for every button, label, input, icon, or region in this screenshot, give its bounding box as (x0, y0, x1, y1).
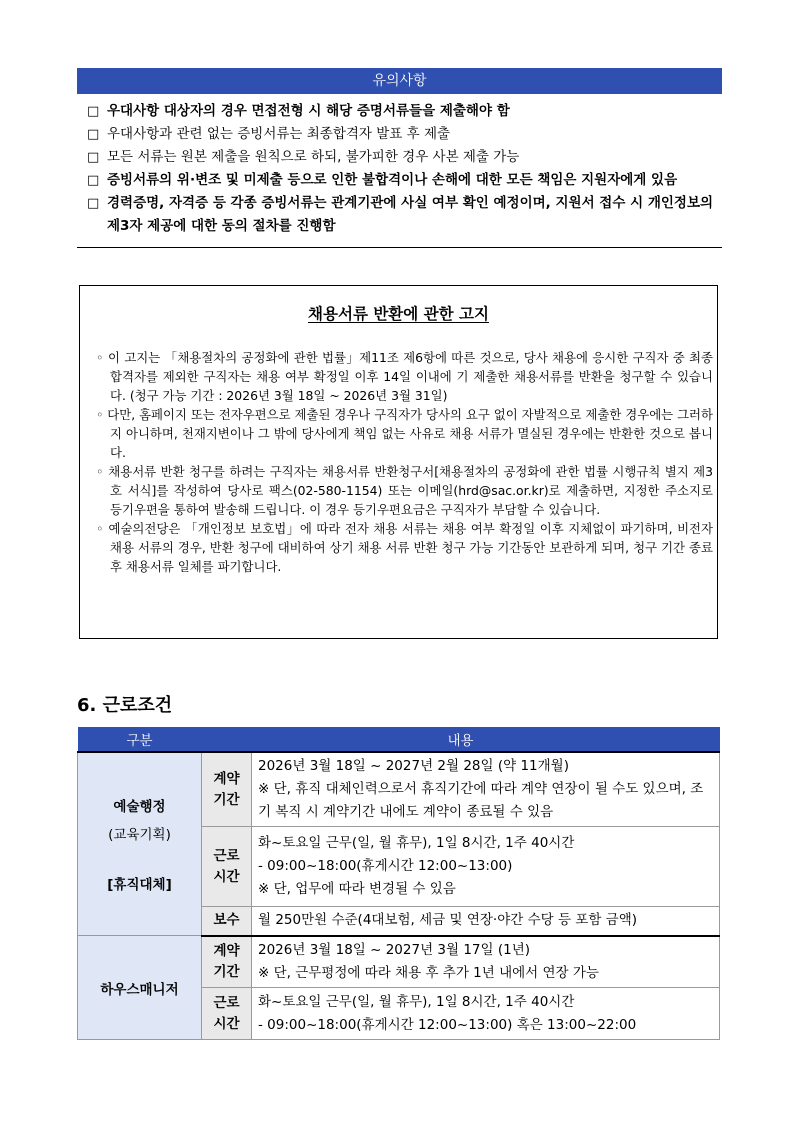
notice-list (87, 100, 722, 238)
notice-item (87, 100, 722, 123)
table-row (78, 936, 720, 988)
table-header-content: 내용 (202, 727, 720, 752)
notice-item (87, 192, 722, 238)
return-notice-paragraph: ◦ 다만, 홈페이지 또는 전자우편으로 제출된 경우나 구직자가 당사의 요구 없이 자발적으로 제출한 경우에는 그러하지 아니하며, 천재지변이나 그 밖에 당사에게 책임 없는 사유로 채용 서류가 멸실된 경우에는 반환한 것으로 봅니다. (96, 407, 713, 460)
row-line: 2026년 3월 18일 ~ 2027년 3월 17일 (1년) (258, 941, 531, 958)
notice-divider (77, 247, 722, 248)
row-line: ※ 단, 근무평정에 따라 채용 후 추가 1년 내에서 연장 가능 (258, 964, 599, 981)
row-value (252, 936, 720, 988)
return-notice-paragraph: ◦ 예술의전당은 「개인정보 보호법」에 따라 전자 채용 서류는 채용 여부 확정일 이후 지체없이 파기하며, 비전자 채용 서류의 경우, 반환 청구에 대비하여 상기 채용 서류 반환 청구 가능 기간동안 보관하게 되며, 청구 기간 종료후 채용서류 일체를 파기합니다. (96, 521, 713, 574)
row-label: 근로 시간 (202, 827, 252, 907)
row-label: 계약 기간 (202, 936, 252, 988)
notice-item-text: 증빙서류의 위·변조 및 미제출 등으로 인한 불합격이나 손해에 대한 모든 책임은 지원자에게 있음 (107, 172, 678, 188)
checkbox-icon: □ (87, 127, 100, 142)
checkbox-icon: □ (87, 196, 100, 211)
category-title: 예술행정 (113, 799, 166, 815)
row-label: 보수 (202, 907, 252, 936)
notice-item (87, 146, 722, 169)
return-notice-paragraph: ◦ 채용서류 반환 청구를 하려는 구직자는 채용서류 반환청구서[채용절차의 공정화에 관한 법률 시행규칙 별지 제3호 서식]를 작성하여 당사로 팩스(02-580-1154) 또는 이메일(hrd@sac.or.kr)로 제출하면, 지정한 주소지로 등기우편을 통하여 발송해 드립니다. 이 경우 등기우편요금은 구직자가 부담할 수 있습니다. (96, 464, 713, 517)
return-notice-title: 채용서류 반환에 관한 고지 (308, 305, 489, 323)
notice-item-text: 경력증명, 자격증 등 각종 증빙서류는 관계기관에 사실 여부 확인 예정이며, 지원서 접수 시 개인정보의 제3자 제공에 대한 동의 절차를 진행함 (107, 195, 714, 234)
row-line: 화~토요일 근무(일, 월 휴무), 1일 8시간, 1주 40시간 (258, 993, 575, 1010)
row-line: 2026년 3월 18일 ~ 2027년 2월 28일 (약 11개월) (258, 758, 569, 774)
notice-item-text: 우대사항 대상자의 경우 면접전형 시 해당 증명서류들을 제출해야 함 (107, 103, 510, 119)
notice-item-text: 우대사항과 관련 없는 증빙서류는 최종합격자 발표 후 제출 (107, 126, 451, 142)
category-subtitle: (교육기획) (108, 827, 171, 843)
checkbox-icon: □ (87, 104, 100, 119)
checkbox-icon: □ (87, 173, 100, 188)
notice-item-text: 모든 서류는 원본 제출을 원칙으로 하되, 불가피한 경우 사본 제출 가능 (107, 149, 520, 165)
row-line: ※ 단, 업무에 따라 변경될 수 있음 (258, 881, 456, 897)
section-heading: 6. 근로조건 (77, 695, 173, 716)
row-value (252, 907, 720, 936)
notice-header: 유의사항 (77, 68, 722, 94)
table-row (78, 752, 720, 827)
row-label: 계약 기간 (202, 752, 252, 827)
row-line: - 09:00~18:00(휴게시간 12:00~13:00) 혹은 13:00~22:00 (258, 1016, 637, 1033)
return-notice-box (79, 285, 718, 639)
category-tag: [휴직대체] (107, 877, 172, 893)
row-value (252, 827, 720, 907)
table-header-category: 구분 (78, 727, 202, 752)
work-conditions-table (77, 727, 720, 1040)
category-title: 하우스매니저 (100, 981, 179, 998)
row-label: 근로 시간 (202, 988, 252, 1040)
row-line: ※ 단, 휴직 대체인력으로서 휴직기간에 따라 계약 연장이 될 수도 있으며, 조기 복직 시 계약기간 내에도 계약이 종료될 수 있음 (258, 781, 704, 820)
return-notice-body (88, 348, 713, 576)
row-line: 월 250만원 수준(4대보험, 세금 및 연장·야간 수당 등 포함 금액) (258, 912, 637, 929)
row-line: - 09:00~18:00(휴게시간 12:00~13:00) (258, 858, 513, 874)
row-value (252, 988, 720, 1040)
row-value (252, 752, 720, 827)
notice-item (87, 123, 722, 146)
notice-item (87, 169, 722, 192)
category-cell (78, 936, 202, 1040)
category-cell (78, 752, 202, 936)
checkbox-icon: □ (87, 150, 100, 165)
return-notice-paragraph: ◦ 이 고지는 「채용절차의 공정화에 관한 법률」제11조 제6항에 따른 것으로, 당사 채용에 응시한 구직자 중 최종합격자를 제외한 구직자는 채용 여부 확정일 이후 14일 이내에 기 제출한 채용서류를 반환을 청구할 수 있습니다. (청구 가능 기간 : 2026년 3월 18일 ~ 2026년 3월 31일) (96, 350, 713, 403)
row-line: 화~토요일 근무(일, 월 휴무), 1일 8시간, 1주 40시간 (258, 835, 575, 851)
